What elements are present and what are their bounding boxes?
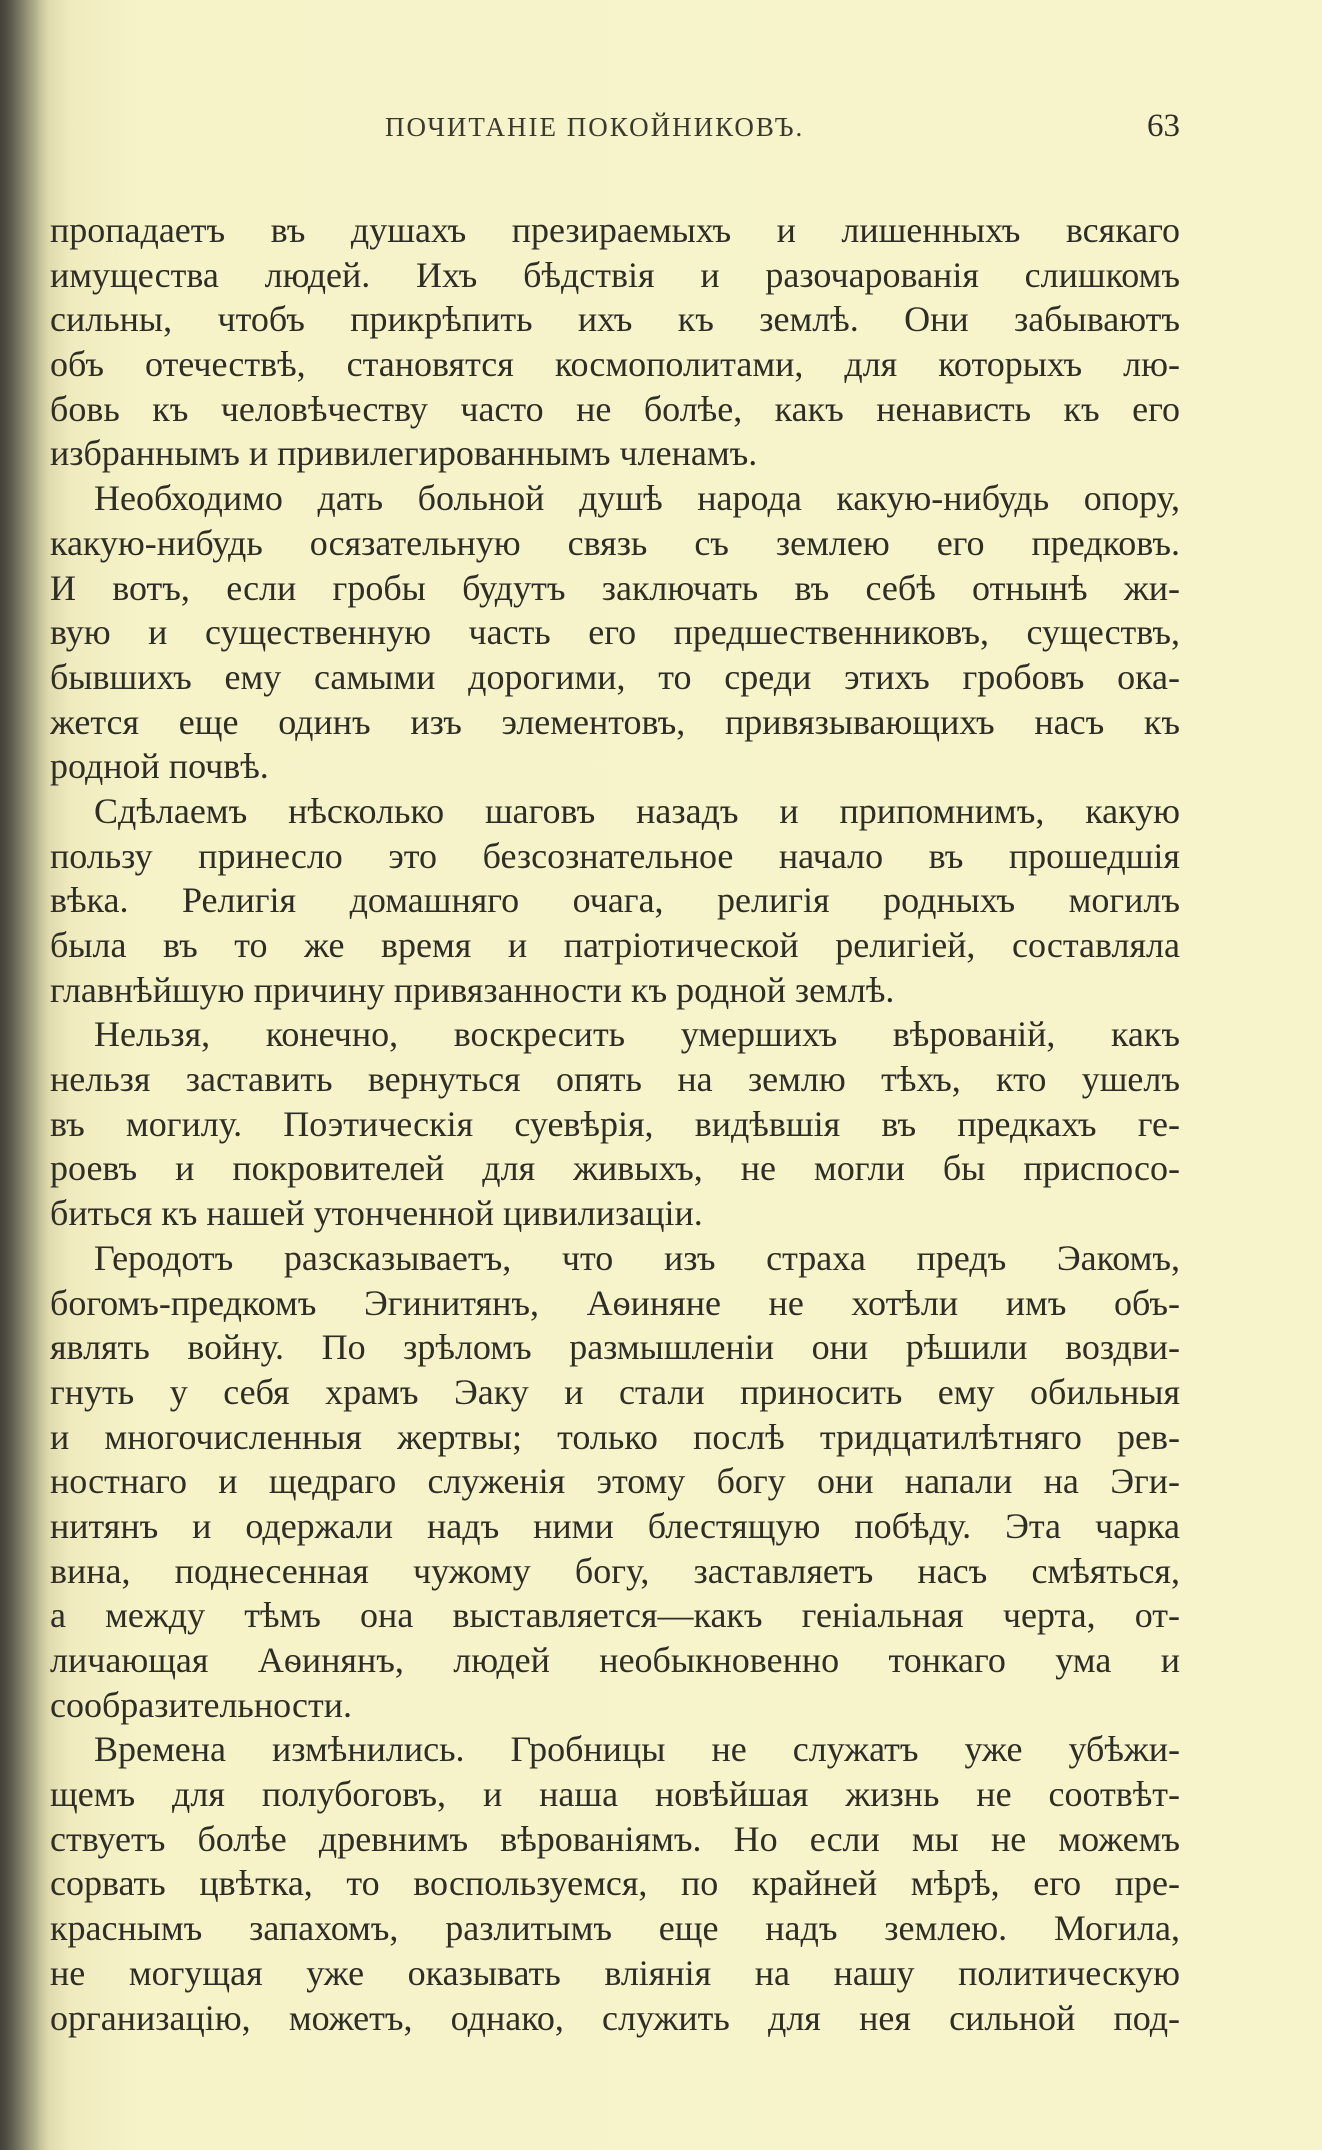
text-line: пропадаетъ въ душахъ презираемыхъ и лишенныхъ всякаго xyxy=(50,210,1180,250)
text-line: не могущая уже оказывать вліянія на нашу политическую xyxy=(50,1952,1180,1993)
binding-gutter-shadow xyxy=(0,0,48,2150)
text-line: нитянъ и одержали надъ ними блестящую побѣду. Эта чарка xyxy=(50,1505,1180,1546)
text-line: Времена измѣнились. Гробницы не служатъ уже убѣжи- xyxy=(94,1729,1180,1770)
text-line: нельзя заставить вернуться опять на землю тѣхъ, кто ушелъ xyxy=(50,1059,1180,1100)
text-line: вѣка. Религія домашняго очага, религія родныхъ могилъ xyxy=(50,880,1180,921)
text-line: главнѣйшую причину привязанности къ родной землѣ. xyxy=(50,969,895,1010)
body-text xyxy=(50,208,1180,2040)
text-line: въ могилу. Поэтическія суевѣрія, видѣвшія въ предкахъ ге- xyxy=(50,1103,1180,1144)
text-line: Необходимо дать больной душѣ народа какую-нибудь опору, xyxy=(94,478,1180,519)
page-header xyxy=(170,108,1180,156)
text-line: какую-нибудь осязательную связь съ землею его предковъ. xyxy=(50,522,1180,563)
text-line: организацію, можетъ, однако, служить для нея сильной под- xyxy=(50,1997,1180,2038)
text-line: объ отечествѣ, становятся космополитами, для которыхъ лю- xyxy=(50,344,1180,385)
text-line: ствуетъ болѣе древнимъ вѣрованіямъ. Но если мы не можемъ xyxy=(50,1818,1180,1859)
text-line: пользу принесло это безсознательное начало въ прошедшія xyxy=(50,835,1180,876)
text-line: была въ то же время и патріотической религіей, составляла xyxy=(50,925,1180,965)
text-line: сильны, чтобъ прикрѣпить ихъ къ землѣ. Они забываютъ xyxy=(50,299,1180,340)
text-line: гнуть у себя храмъ Эаку и стали приносить ему обильныя xyxy=(50,1371,1180,1412)
text-line: сорвать цвѣтка, то воспользуемся, по крайней мѣрѣ, его пре- xyxy=(50,1863,1180,1904)
running-title: ПОЧИТАНІЕ ПОКОЙНИКОВЪ. xyxy=(385,112,805,142)
text-line: Сдѣлаемъ нѣсколько шаговъ назадъ и припомнимъ, какую xyxy=(94,790,1180,831)
text-line: щемъ для полубоговъ, и наша новѣйшая жизнь не соотвѣт- xyxy=(50,1774,1180,1815)
page-number: 63 xyxy=(1147,108,1180,144)
text-line: личающая Аѳинянъ, людей необыкновенно тонкаго ума и xyxy=(50,1640,1180,1680)
text-line: вую и существенную часть его предшественниковъ, существъ, xyxy=(50,612,1180,653)
text-line: имущества людей. Ихъ бѣдствія и разочарованія слишкомъ xyxy=(50,254,1180,295)
text-line: богомъ-предкомъ Эгинитянъ, Аѳиняне не хотѣли имъ объ- xyxy=(50,1282,1180,1323)
text-line: бовь къ человѣчеству часто не болѣе, какъ ненависть къ его xyxy=(50,388,1180,429)
text-line: а между тѣмъ она выставляется—какъ геніальная черта, от- xyxy=(50,1595,1180,1636)
text-line: являть войну. По зрѣломъ размышленіи они рѣшили воздви- xyxy=(50,1327,1180,1368)
text-line: сообразительности. xyxy=(50,1684,352,1725)
text-line: вина, поднесенная чужому богу, заставляетъ насъ смѣяться, xyxy=(50,1550,1180,1591)
text-line: родной почвѣ. xyxy=(50,746,269,787)
text-line: роевъ и покровителей для живыхъ, не могли бы приспосо- xyxy=(50,1148,1180,1189)
text-line: избраннымъ и привилегированнымъ членамъ. xyxy=(50,433,758,474)
text-line: краснымъ запахомъ, разлитымъ еще надъ землею. Могила, xyxy=(50,1908,1180,1949)
text-line: Нельзя, конечно, воскресить умершихъ вѣрованій, какъ xyxy=(94,1014,1180,1055)
text-line: жется еще одинъ изъ элементовъ, привязывающихъ насъ къ xyxy=(50,701,1180,742)
text-line: биться къ нашей утонченной цивилизаціи. xyxy=(50,1193,703,1234)
text-line: и многочисленныя жертвы; только послѣ тридцатилѣтняго рев- xyxy=(50,1416,1180,1457)
text-line: ностнаго и щедраго служенія этому богу они напали на Эги- xyxy=(50,1461,1180,1502)
text-line: Геродотъ разсказываетъ, что изъ страха предъ Эакомъ, xyxy=(94,1237,1180,1278)
text-line: бывшихъ ему самыми дорогими, то среди этихъ гробовъ ока- xyxy=(50,656,1180,697)
text-line: И вотъ, если гробы будутъ заключать въ себѣ отнынѣ жи- xyxy=(50,567,1180,608)
